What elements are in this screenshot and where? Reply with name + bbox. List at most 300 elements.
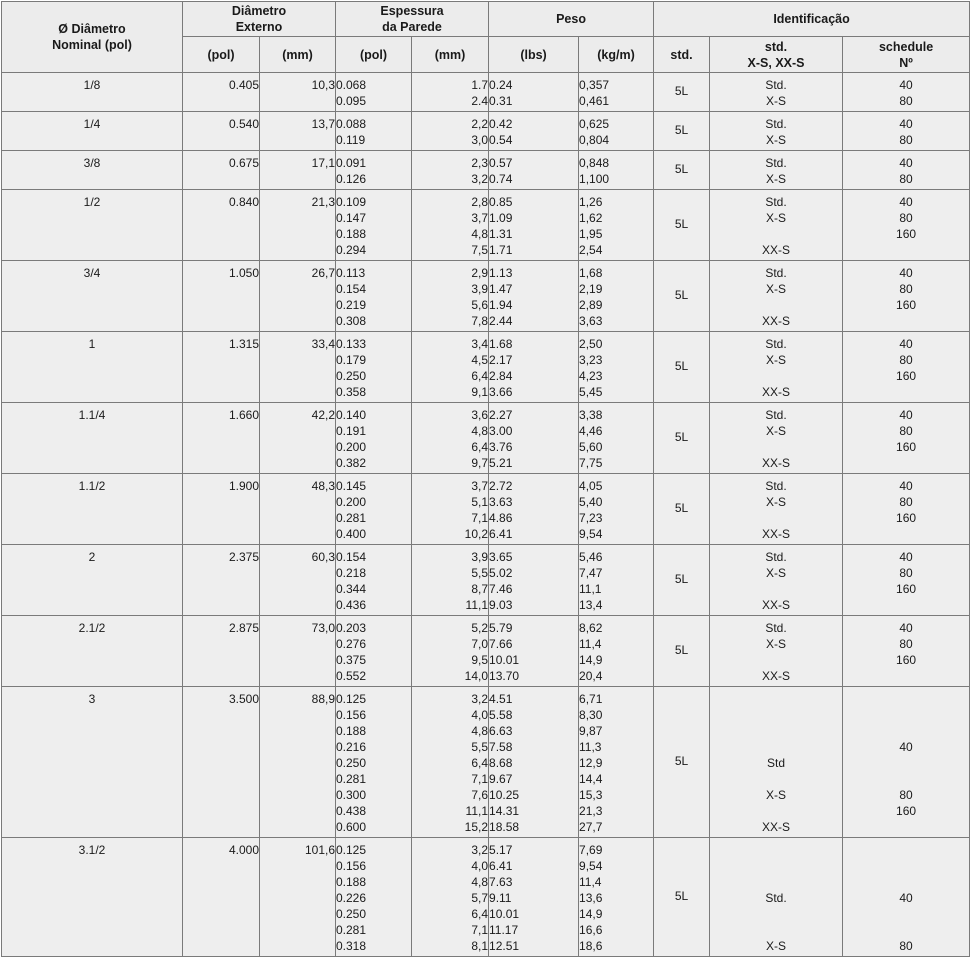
cell-wall-mm-line: 10,2 — [464, 527, 489, 541]
cell-wall-mm-line: 7,5 — [471, 243, 489, 257]
header-od-pol: (pol) — [183, 37, 260, 73]
cell-weight-lbs-line: 5.17 — [489, 843, 513, 857]
cell-weight-lbs — [489, 261, 579, 332]
cell-wall-mm-line: 5,7 — [471, 891, 489, 905]
cell-weight-kgm-line: 4,46 — [579, 424, 603, 438]
cell-weight-lbs-line: 7.58 — [489, 740, 513, 754]
cell-wall-pol-line: 0.113 — [336, 266, 366, 280]
cell-wall-mm-line: 7,8 — [471, 314, 489, 328]
cell-schedule-line — [843, 858, 969, 874]
cell-identification-line: X-S — [766, 637, 787, 651]
cell-weight-lbs-line: 0.74 — [489, 172, 513, 186]
cell-weight-lbs-line: 4.51 — [489, 692, 513, 706]
cell-identification — [710, 190, 843, 261]
header-od-mm: (mm) — [260, 37, 336, 73]
cell-schedule-line — [843, 819, 969, 835]
cell-weight-kgm-line: 20,4 — [579, 669, 603, 683]
cell-identification-line — [710, 510, 842, 526]
table-row — [2, 545, 970, 616]
cell-weight-kgm-line: 2,54 — [579, 243, 603, 257]
cell-schedule-line — [843, 668, 969, 684]
cell-weight-kgm-line: 8,30 — [579, 708, 603, 722]
cell-wall-mm-line: 5,5 — [471, 566, 489, 580]
cell-schedule-line: 160 — [896, 804, 917, 818]
cell-weight-kgm — [579, 403, 654, 474]
cell-wall-mm-line: 4,5 — [471, 353, 489, 367]
cell-schedule-line: 80 — [899, 566, 913, 580]
header-outer-diameter: Diâmetro Externo — [183, 2, 336, 37]
cell-wall-mm-line: 8,7 — [471, 582, 489, 596]
cell-od-pol: 1.900 — [183, 474, 260, 545]
cell-identification-line: XX-S — [762, 527, 791, 541]
cell-wall-pol-line: 0.552 — [336, 669, 367, 683]
cell-schedule-line: 160 — [896, 511, 917, 525]
cell-wall-mm-line: 3,9 — [471, 550, 489, 564]
cell-wall-pol-line: 0.250 — [336, 756, 367, 770]
cell-weight-kgm-line: 12,9 — [579, 756, 603, 770]
cell-identification-line: X-S — [766, 211, 787, 225]
cell-wall-pol — [336, 838, 412, 957]
cell-weight-kgm-line: 4,23 — [579, 369, 603, 383]
cell-weight-lbs-line: 3.63 — [489, 495, 513, 509]
table-body — [2, 73, 970, 957]
cell-weight-lbs — [489, 687, 579, 838]
cell-wall-pol — [336, 403, 412, 474]
cell-wall-pol-line: 0.281 — [336, 923, 367, 937]
cell-weight-kgm — [579, 73, 654, 112]
cell-wall-pol — [336, 332, 412, 403]
cell-od-mm: 42,2 — [260, 403, 336, 474]
cell-wall-mm-line: 8,1 — [471, 939, 489, 953]
cell-schedule-line — [843, 906, 969, 922]
pipe-specification-table — [1, 1, 970, 957]
cell-od-mm: 88,9 — [260, 687, 336, 838]
cell-schedule-line — [843, 723, 969, 739]
cell-wall-pol-line: 0.188 — [336, 724, 367, 738]
cell-identification-line — [710, 858, 842, 874]
cell-schedule-line — [843, 922, 969, 938]
cell-schedule-line — [843, 771, 969, 787]
cell-wall-pol-line: 0.191 — [336, 424, 367, 438]
cell-wall-pol-line: 0.300 — [336, 788, 367, 802]
table-row — [2, 616, 970, 687]
cell-weight-lbs-line: 2.44 — [489, 314, 513, 328]
cell-weight-lbs-line: 9.67 — [489, 772, 513, 786]
cell-weight-kgm-line: 21,3 — [579, 804, 603, 818]
cell-weight-lbs-line: 7.63 — [489, 875, 513, 889]
cell-wall-pol-line: 0.068 — [336, 78, 367, 92]
cell-weight-lbs — [489, 190, 579, 261]
cell-weight-kgm-line: 9,87 — [579, 724, 603, 738]
cell-wall-mm-line: 15,2 — [464, 820, 489, 834]
cell-identification-line — [710, 439, 842, 455]
cell-identification-line — [710, 652, 842, 668]
cell-nominal: 3/8 — [2, 151, 183, 190]
cell-weight-lbs-line: 18.58 — [489, 820, 520, 834]
header-nominal-diameter: Ø Diâmetro Nominal (pol) — [2, 2, 183, 73]
cell-weight-kgm-line: 0,848 — [579, 156, 610, 170]
header-wall-pol: (pol) — [336, 37, 412, 73]
cell-wall-pol-line: 0.156 — [336, 708, 367, 722]
cell-std: 5L — [654, 151, 710, 190]
cell-wall-mm-line: 4,8 — [471, 724, 489, 738]
cell-wall-pol-line: 0.147 — [336, 211, 367, 225]
cell-wall-mm — [412, 616, 489, 687]
cell-schedule-line: 80 — [899, 172, 913, 186]
cell-identification — [710, 261, 843, 332]
cell-wall-mm-line: 3,4 — [471, 337, 489, 351]
cell-weight-kgm-line: 16,6 — [579, 923, 603, 937]
cell-wall-pol-line: 0.126 — [336, 172, 367, 186]
cell-wall-mm-line: 6,4 — [471, 907, 489, 921]
cell-weight-kgm-line: 7,75 — [579, 456, 603, 470]
cell-wall-mm-line: 2,9 — [471, 266, 489, 280]
cell-weight-kgm-line: 11,1 — [579, 582, 602, 596]
cell-wall-pol-line: 0.281 — [336, 511, 367, 525]
cell-wall-pol-line: 0.188 — [336, 227, 367, 241]
cell-weight-lbs-line: 6.41 — [489, 859, 513, 873]
cell-od-mm: 26,7 — [260, 261, 336, 332]
cell-weight-kgm-line: 9,54 — [579, 527, 603, 541]
cell-schedule-line: 40 — [899, 78, 913, 92]
cell-weight-lbs — [489, 474, 579, 545]
cell-weight-kgm-line: 2,19 — [579, 282, 603, 296]
cell-od-mm: 21,3 — [260, 190, 336, 261]
cell-weight-kgm-line: 0,461 — [579, 94, 610, 108]
cell-identification — [710, 616, 843, 687]
cell-wall-pol — [336, 474, 412, 545]
cell-nominal: 1.1/4 — [2, 403, 183, 474]
cell-wall-mm-line: 2.4 — [471, 94, 489, 108]
cell-weight-kgm-line: 1,95 — [579, 227, 603, 241]
cell-wall-pol-line: 0.095 — [336, 94, 367, 108]
cell-weight-lbs-line: 10.25 — [489, 788, 520, 802]
cell-schedule — [843, 73, 970, 112]
cell-schedule-line: 80 — [899, 788, 913, 802]
cell-std: 5L — [654, 687, 710, 838]
cell-weight-kgm-line: 13,4 — [579, 598, 603, 612]
cell-identification-line: Std. — [765, 117, 787, 131]
cell-od-mm: 17,1 — [260, 151, 336, 190]
cell-wall-pol-line: 0.382 — [336, 456, 367, 470]
cell-od-pol: 1.050 — [183, 261, 260, 332]
cell-identification-line — [710, 803, 842, 819]
cell-schedule-line: 40 — [899, 740, 913, 754]
cell-wall-pol-line: 0.216 — [336, 740, 367, 754]
cell-schedule — [843, 687, 970, 838]
cell-identification-line: XX-S — [762, 456, 791, 470]
cell-wall-mm-line: 6,4 — [471, 440, 489, 454]
cell-wall-mm-line: 2,2 — [471, 117, 489, 131]
cell-identification-line: Std. — [765, 195, 787, 209]
cell-weight-kgm-line: 9,54 — [579, 859, 603, 873]
cell-wall-pol-line: 0.600 — [336, 820, 367, 834]
cell-std: 5L — [654, 190, 710, 261]
cell-wall-pol-line: 0.109 — [336, 195, 367, 209]
cell-weight-kgm-line: 5,60 — [579, 440, 603, 454]
cell-weight-kgm-line: 5,40 — [579, 495, 603, 509]
cell-weight-kgm-line: 14,4 — [579, 772, 603, 786]
cell-schedule-line — [843, 455, 969, 471]
cell-wall-mm-line: 7,1 — [471, 772, 489, 786]
header-schedule: schedule Nº — [843, 37, 970, 73]
cell-wall-mm-line: 1.7 — [471, 78, 489, 92]
cell-identification-line: XX-S — [762, 820, 791, 834]
cell-wall-mm — [412, 403, 489, 474]
cell-std: 5L — [654, 261, 710, 332]
cell-nominal: 1/8 — [2, 73, 183, 112]
cell-identification-line — [710, 691, 842, 707]
cell-schedule — [843, 474, 970, 545]
cell-wall-mm — [412, 190, 489, 261]
cell-weight-kgm-line: 11,4 — [579, 637, 602, 651]
cell-identification-line: Std. — [765, 337, 787, 351]
cell-identification-line: X-S — [766, 566, 787, 580]
cell-weight-kgm-line: 1,62 — [579, 211, 603, 225]
cell-identification-line: Std. — [765, 408, 787, 422]
cell-identification-line — [710, 707, 842, 723]
cell-schedule-line: 160 — [896, 369, 917, 383]
cell-wall-mm-line: 3,7 — [471, 211, 489, 225]
cell-weight-kgm-line: 1,26 — [579, 195, 603, 209]
cell-wall-pol-line: 0.088 — [336, 117, 367, 131]
cell-od-pol: 1.660 — [183, 403, 260, 474]
cell-schedule-line: 40 — [899, 117, 913, 131]
cell-weight-kgm-line: 7,47 — [579, 566, 603, 580]
cell-identification — [710, 112, 843, 151]
cell-nominal: 3 — [2, 687, 183, 838]
cell-weight-kgm-line: 14,9 — [579, 907, 603, 921]
cell-weight-kgm-line: 8,62 — [579, 621, 603, 635]
cell-identification — [710, 474, 843, 545]
cell-weight-kgm — [579, 190, 654, 261]
cell-weight-kgm-line: 2,89 — [579, 298, 603, 312]
cell-wall-pol-line: 0.156 — [336, 859, 367, 873]
cell-schedule-line: 160 — [896, 440, 917, 454]
cell-schedule-line — [843, 842, 969, 858]
cell-weight-lbs-line: 0.57 — [489, 156, 513, 170]
cell-weight-lbs-line: 2.17 — [489, 353, 513, 367]
cell-schedule-line: 40 — [899, 266, 913, 280]
cell-schedule-line: 80 — [899, 939, 913, 953]
cell-wall-pol-line: 0.145 — [336, 479, 367, 493]
cell-weight-lbs-line: 3.65 — [489, 550, 513, 564]
cell-identification-line: XX-S — [762, 243, 791, 257]
cell-wall-mm-line: 3,9 — [471, 282, 489, 296]
cell-wall-pol-line: 0.308 — [336, 314, 367, 328]
cell-wall-pol-line: 0.125 — [336, 843, 367, 857]
cell-weight-lbs — [489, 332, 579, 403]
cell-od-pol: 2.875 — [183, 616, 260, 687]
cell-wall-pol-line: 0.133 — [336, 337, 367, 351]
cell-weight-kgm-line: 3,23 — [579, 353, 603, 367]
cell-schedule — [843, 112, 970, 151]
cell-weight-lbs-line: 3.00 — [489, 424, 513, 438]
cell-schedule-line: 40 — [899, 337, 913, 351]
cell-wall-mm — [412, 73, 489, 112]
cell-wall-pol-line: 0.140 — [336, 408, 367, 422]
cell-weight-kgm — [579, 261, 654, 332]
cell-identification-line: X-S — [766, 939, 787, 953]
cell-identification-line: XX-S — [762, 385, 791, 399]
cell-identification-line: X-S — [766, 172, 787, 186]
cell-identification-line — [710, 723, 842, 739]
cell-od-pol: 2.375 — [183, 545, 260, 616]
cell-schedule-line: 40 — [899, 408, 913, 422]
cell-identification-line: Std. — [765, 479, 787, 493]
cell-wall-pol — [336, 190, 412, 261]
cell-identification — [710, 151, 843, 190]
cell-schedule-line: 40 — [899, 621, 913, 635]
cell-wall-mm — [412, 687, 489, 838]
cell-nominal: 3/4 — [2, 261, 183, 332]
cell-weight-lbs-line: 8.68 — [489, 756, 513, 770]
cell-schedule-line: 40 — [899, 550, 913, 564]
cell-weight-kgm — [579, 474, 654, 545]
cell-wall-mm-line: 4,0 — [471, 708, 489, 722]
cell-wall-mm-line: 7,6 — [471, 788, 489, 802]
cell-wall-pol-line: 0.281 — [336, 772, 367, 786]
cell-wall-mm-line: 7,0 — [471, 637, 489, 651]
cell-identification-line — [710, 771, 842, 787]
cell-weight-lbs-line: 12.51 — [489, 939, 520, 953]
cell-weight-lbs-line: 5.21 — [489, 456, 513, 470]
cell-weight-lbs-line: 0.31 — [489, 94, 513, 108]
cell-weight-lbs-line: 6.41 — [489, 527, 513, 541]
cell-wall-mm-line: 6,4 — [471, 369, 489, 383]
cell-schedule — [843, 838, 970, 957]
cell-schedule-line: 80 — [899, 211, 913, 225]
cell-weight-lbs-line: 6.63 — [489, 724, 513, 738]
cell-od-mm: 13,7 — [260, 112, 336, 151]
cell-wall-pol-line: 0.358 — [336, 385, 367, 399]
cell-schedule-line: 80 — [899, 353, 913, 367]
cell-wall-mm-line: 4,8 — [471, 227, 489, 241]
cell-schedule — [843, 616, 970, 687]
header-std: std. — [654, 37, 710, 73]
cell-weight-lbs-line: 0.24 — [489, 78, 513, 92]
cell-schedule-line: 80 — [899, 495, 913, 509]
cell-identification-line: Std. — [765, 78, 787, 92]
cell-wall-mm-line: 3,7 — [471, 479, 489, 493]
cell-wall-pol-line: 0.091 — [336, 156, 367, 170]
cell-wall-pol-line: 0.154 — [336, 282, 367, 296]
cell-weight-lbs-line: 0.85 — [489, 195, 513, 209]
cell-weight-lbs-line: 4.86 — [489, 511, 513, 525]
cell-weight-kgm-line: 15,3 — [579, 788, 603, 802]
header-weight-kgm: (kg/m) — [579, 37, 654, 73]
cell-wall-mm-line: 14,0 — [464, 669, 489, 683]
cell-weight-lbs-line: 9.03 — [489, 598, 513, 612]
cell-wall-pol-line: 0.344 — [336, 582, 367, 596]
cell-weight-kgm-line: 7,69 — [579, 843, 603, 857]
cell-schedule-line: 160 — [896, 298, 917, 312]
cell-weight-kgm-line: 4,05 — [579, 479, 603, 493]
cell-wall-pol-line: 0.250 — [336, 907, 367, 921]
cell-od-pol: 0.405 — [183, 73, 260, 112]
cell-schedule-line: 40 — [899, 156, 913, 170]
cell-wall-pol-line: 0.188 — [336, 875, 367, 889]
cell-weight-lbs-line: 2.72 — [489, 479, 513, 493]
cell-identification-line — [710, 581, 842, 597]
cell-wall-mm-line: 2,8 — [471, 195, 489, 209]
cell-identification-line: X-S — [766, 424, 787, 438]
cell-od-mm: 33,4 — [260, 332, 336, 403]
cell-weight-kgm — [579, 545, 654, 616]
cell-schedule-line — [843, 755, 969, 771]
cell-weight-kgm — [579, 687, 654, 838]
cell-weight-kgm-line: 27,7 — [579, 820, 603, 834]
cell-weight-lbs-line: 3.76 — [489, 440, 513, 454]
cell-weight-lbs — [489, 616, 579, 687]
cell-std: 5L — [654, 838, 710, 957]
cell-schedule-line — [843, 691, 969, 707]
cell-schedule-line — [843, 526, 969, 542]
cell-weight-kgm-line: 3,63 — [579, 314, 603, 328]
cell-identification-line — [710, 922, 842, 938]
cell-wall-pol — [336, 545, 412, 616]
cell-nominal: 2.1/2 — [2, 616, 183, 687]
cell-weight-kgm-line: 7,23 — [579, 511, 603, 525]
cell-wall-pol-line: 0.438 — [336, 804, 367, 818]
cell-weight-lbs-line: 3.66 — [489, 385, 513, 399]
cell-weight-lbs-line: 7.46 — [489, 582, 513, 596]
header-std-xs: std. X-S, XX-S — [710, 37, 843, 73]
cell-wall-mm-line: 3,2 — [471, 843, 489, 857]
cell-wall-mm — [412, 474, 489, 545]
cell-wall-mm-line: 6,4 — [471, 756, 489, 770]
cell-wall-pol-line: 0.400 — [336, 527, 367, 541]
cell-identification-line: XX-S — [762, 314, 791, 328]
cell-identification-line: Std. — [765, 266, 787, 280]
cell-schedule-line — [843, 707, 969, 723]
cell-weight-kgm-line: 11,3 — [579, 740, 602, 754]
cell-weight-lbs — [489, 403, 579, 474]
header-wall-thickness: Espessura da Parede — [336, 2, 489, 37]
cell-wall-pol — [336, 112, 412, 151]
cell-weight-kgm-line: 1,100 — [579, 172, 610, 186]
cell-identification — [710, 73, 843, 112]
cell-wall-mm-line: 5,6 — [471, 298, 489, 312]
cell-wall-mm-line: 3,2 — [471, 692, 489, 706]
cell-identification-line: Std. — [765, 621, 787, 635]
table-row — [2, 190, 970, 261]
cell-identification-line: Std. — [765, 550, 787, 564]
cell-std: 5L — [654, 474, 710, 545]
cell-wall-pol-line: 0.318 — [336, 939, 367, 953]
cell-identification-line: X-S — [766, 133, 787, 147]
cell-schedule-line: 40 — [899, 479, 913, 493]
cell-weight-kgm-line: 14,9 — [579, 653, 603, 667]
table-row — [2, 687, 970, 838]
cell-schedule-line — [843, 384, 969, 400]
cell-wall-mm-line: 5,5 — [471, 740, 489, 754]
cell-schedule-line: 80 — [899, 424, 913, 438]
cell-weight-kgm-line: 6,71 — [579, 692, 603, 706]
cell-identification-line: X-S — [766, 495, 787, 509]
table-row — [2, 474, 970, 545]
cell-weight-lbs-line: 1.13 — [489, 266, 513, 280]
cell-od-pol: 0.840 — [183, 190, 260, 261]
cell-wall-mm-line: 4,8 — [471, 875, 489, 889]
cell-weight-kgm-line: 18,6 — [579, 939, 603, 953]
cell-identification-line: Std. — [765, 891, 787, 905]
table-row — [2, 403, 970, 474]
cell-od-pol: 1.315 — [183, 332, 260, 403]
cell-wall-pol — [336, 687, 412, 838]
cell-wall-mm — [412, 332, 489, 403]
cell-weight-lbs-line: 0.54 — [489, 133, 513, 147]
